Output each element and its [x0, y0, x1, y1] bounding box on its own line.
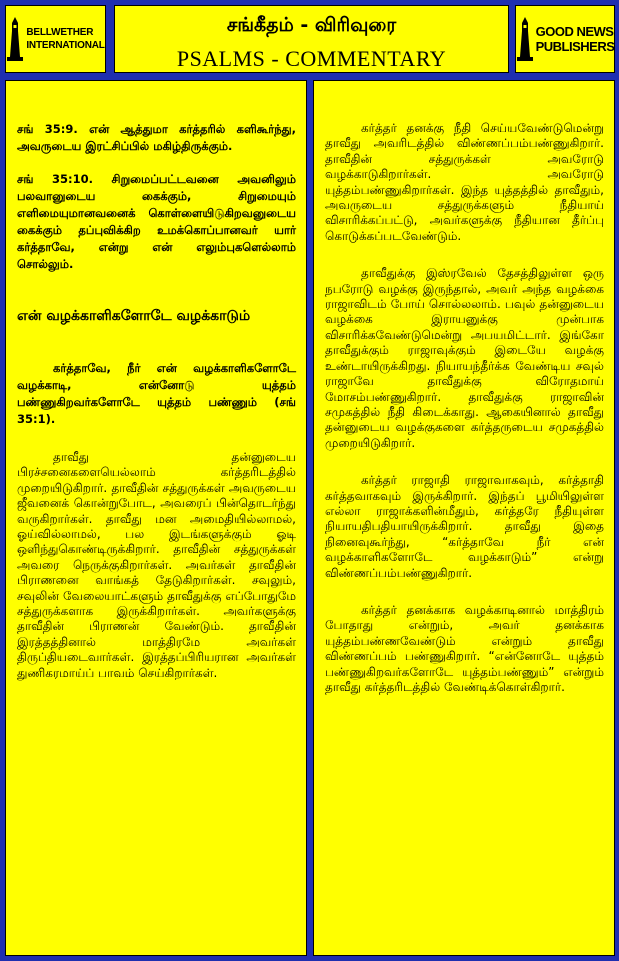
tower-icon [516, 17, 534, 61]
section-heading: என் வழக்காளிகளோடே வழக்காடும் [17, 308, 251, 324]
good-news-logo [515, 5, 615, 73]
left-column [5, 80, 307, 956]
commentary-paragraph: தாவீது தன்னுடைய பிரச்சனைகளையெல்லாம் கர்த்தரிடத்தில் முறையிடுகிறார். தாவீதின் சத்துருக்கள் அவருடைய ஜீவனைக் கொன்றுபோட, அவரைப் பின்தொடர்ந்து வருகிறார்கள். தாவீது மன அமைதியில்லாமல், ஓய்வில்லாமல், பல இடங்களுக்கும் ஓடி ஒளிந்துகொண்டிருக்கிறார். தாவீதின் சத்துருக்கள் அவரை நெருக்குகிறார்கள். அவர்கள் தாவீதின் பிராணனை வாங்கத் தேடுகிறார்கள். சவுலும், சவுலின் வேலையாட்களும் தாவீதுக்கு எப்போதுமே சத்துருக்களாக இருக்கிறார்கள். அவர்களுக்கு தாவீதின் பிராணன் வேண்டும். தாவீதின் இரத்தத்தினால் மாத்திரமே அவர்கள் திருப்தியடைவார்கள். இரத்தப்பிரியரான அவர்கள் துணிகரமாய்ப் பாவம் செய்கிறார்கள். [17, 450, 296, 680]
good-news-logo-text: GOOD NEWS PUBLISHERS [535, 24, 615, 54]
right-column [313, 80, 615, 956]
commentary-paragraph: கர்த்தர் தனக்கு நீதி செய்யவேண்டுமென்று தாவீது அவரிடத்தில் விண்ணப்பம்பண்ணுகிறார். தாவீதின் சத்துருக்கள் அவரோடு வழக்காடுகிறார்கள். அவரோடு யுத்தம்பண்ணுகிறார்கள். இந்த யுத்தத்தில் தாவீதும், அவருடைய சத்துருக்களும் நீதியாய் விசாரிக்கப்பட்டு, அவர்களுக்கு நீதியான தீர்ப்பு கொடுக்கப்படவேண்டும். [325, 121, 604, 243]
title-english: PSALMS - COMMENTARY [176, 46, 447, 71]
key-verse-quote: கர்த்தாவே, நீர் என் வழக்காளிகளோடே வழக்காடி, என்னோடு யுத்தம் பண்ணுகிறவர்களோடே யுத்தம் பண்ணும் (சங் 35:1). [17, 361, 296, 426]
title-banner [114, 5, 509, 73]
commentary-paragraph: தாவீதுக்கு இஸ்ரவேல் தேசத்திலுள்ள ஒரு நபரோடு வழக்கு இருந்தால், அவர் அந்த வழக்கை ராஜாவிடம் போய் சொல்லலாம். பவுல் தன்னுடைய வழக்கை இராயனுக்கு முன்பாக விசாரிக்கவேண்டுமென்று அபயமிட்டார். இங்கோ தாவீதுக்கும் ராஜாவுக்கும் இடையே வழக்கு உண்டாயிருக்கிறது. நியாயந்தீர்க்க வேண்டிய சவுல் ராஜாவே தாவீதுக்கு விரோதமாய் மோசம்பண்ணுகிறார். தாவீதுக்கு ராஜாவின் சமுகத்தில் நீதி கிடைக்காது. ஆகையினால் தாவீது தன்னுடைய வழக்குகளை கர்த்தருடைய சமுகத்தில் முறையிடுகிறார். [325, 266, 604, 450]
commentary-paragraph: கர்த்தர் தனக்காக வழக்காடினால் மாத்திரம் போதாது என்றும், அவர் தனக்காக யுத்தம்பண்ணவேண்டும் என்றும் தாவீது விண்ணப்பம் பண்ணுகிறார். “என்னோடே யுத்தம் பண்ணுகிறவர்களோடே யுத்தம்பண்ணும்” என்றும் தாவீது கர்த்தரிடத்தில் வேண்டிக்கொள்கிறார். [325, 602, 604, 694]
bellwether-logo-text: BELLWETHER INTERNATIONAL [26, 27, 105, 51]
bellwether-logo [5, 5, 106, 73]
tower-icon [6, 17, 24, 61]
verse-35-10: சங் 35:10. சிறுமைப்பட்டவனை அவனிலும் பலவானுடைய கைக்கும், சிறுமையும் எளிமையுமானவனைக் கொள்ளையிடுகிறவனுடைய கைக்கும் தப்புவிக்கிற உமக்கொப்பானவர் யார் கர்த்தாவே, என்று என் எலும்புகளெல்லாம் சொல்லும். [17, 172, 296, 271]
title-tamil: சங்கீதம் - விரிவுரை [226, 14, 397, 36]
verse-35-9: சங் 35:9. என் ஆத்துமா கர்த்தரில் களிகூர்ந்து, அவருடைய இரட்சிப்பில் மகிழ்திருக்கும். [17, 122, 296, 153]
commentary-paragraph: கர்த்தர் ராஜாதி ராஜாவாகவும், கர்த்தாதி கர்த்தவாகவும் இருக்கிறார். இந்தப் பூமியிலுள்ள எல்லா ராஜாக்களின்மீதும், கர்த்தரே நீதியுள்ள நியாயதிபதியாயிருக்கிறார். தாவீது இதை நினைவுகூர்ந்து, “கர்த்தாவே நீர் என் வழக்காளிகளோடே வழக்காடும்” என்று விண்ணப்பம்பண்ணுகிறார். [325, 473, 604, 580]
